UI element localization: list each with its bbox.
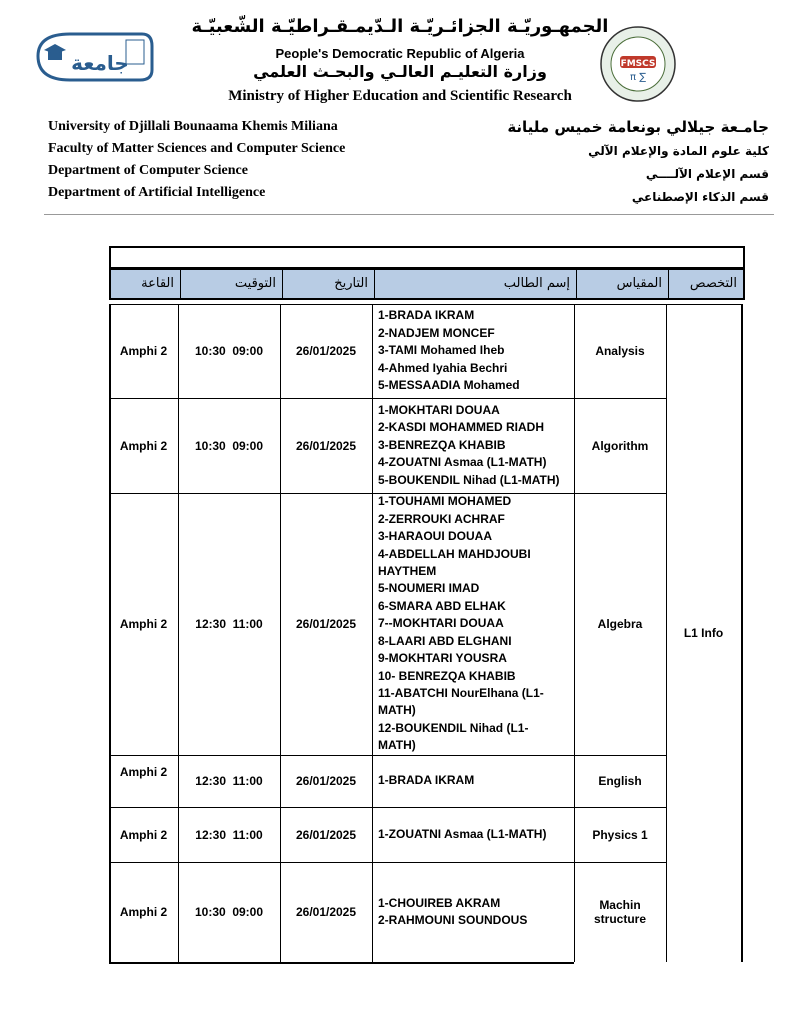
room-cell: Amphi 2 bbox=[119, 438, 168, 453]
specialty-cell: L1 Info bbox=[683, 626, 724, 640]
body-bottom-border bbox=[109, 962, 574, 964]
department-cs: Department of Computer Science bbox=[48, 163, 248, 178]
date-cell: 26/01/2025 bbox=[295, 617, 357, 631]
faculty-name-ar: كلية علوم المادة والإعلام الآلي bbox=[588, 144, 769, 158]
students-cell bbox=[372, 755, 574, 807]
time-cell: 12:30 11:00 bbox=[195, 827, 263, 842]
right-institution-lines bbox=[507, 114, 769, 209]
room-cell: Amphi 2 bbox=[119, 905, 168, 919]
module-cell: English bbox=[598, 774, 642, 788]
header-room: القاعة bbox=[141, 276, 174, 291]
time-cell: 12:30 11:00 bbox=[195, 617, 263, 631]
header-students: إسم الطالب bbox=[374, 270, 576, 298]
module-cell: Physics 1 bbox=[592, 827, 648, 842]
room-cell: Amphi 2 bbox=[119, 344, 168, 358]
column-border bbox=[178, 304, 179, 962]
faculty-name: Faculty of Matter Sciences and Computer Science bbox=[48, 141, 346, 156]
header-time: التوقيت bbox=[180, 270, 282, 298]
faculty-logo bbox=[598, 24, 678, 104]
time-cell: 10:30 09:00 bbox=[194, 438, 264, 453]
students-cell bbox=[372, 398, 574, 493]
date-cell: 26/01/2025 bbox=[295, 438, 357, 453]
arabic-ministry-title: وزارة التعليـم العالـي والبحـث العلمي bbox=[253, 62, 547, 81]
module-cell: Algorithm bbox=[591, 438, 649, 453]
header-date: التاريخ bbox=[282, 270, 374, 298]
column-border bbox=[741, 304, 743, 962]
column-border bbox=[574, 304, 575, 962]
date-cell: 26/01/2025 bbox=[295, 905, 357, 919]
left-institution-lines bbox=[48, 116, 345, 204]
body-top-border bbox=[109, 304, 743, 305]
students-list: 1-ZOUATNI Asmaa (L1-MATH) bbox=[378, 826, 547, 841]
university-logo bbox=[30, 26, 160, 86]
module-cell: Algebra bbox=[597, 617, 643, 631]
english-ministry-title: Ministry of Higher Education and Scientific Research bbox=[228, 88, 572, 104]
university-name: University of Djillali Bounaama Khemis Miliana bbox=[48, 119, 338, 134]
header-divider bbox=[44, 214, 774, 215]
column-border bbox=[372, 304, 373, 962]
table-top-bar bbox=[109, 246, 745, 268]
logo-left-text: جامعة bbox=[71, 51, 129, 75]
students-list: 1-TOUHAMI MOHAMED 2-ZERROUKI ACHRAF 3-HARAOUI DOUAA 4-ABDELLAH MAHDJOUBI HAYTHEM 5-NOUMERI IMAD 6-SMARA ABD ELHAK 7--MOKHTARI DOUAA 8-LAARI ABD ELGHANI 9-MOKHTARI YOUSRA 10- BENREZQA KHABIB 11-ABATCHI NourElhana (L1- MATH) 12-BOUKENDIL Nihad (L1- MATH) bbox=[378, 494, 544, 753]
header-specialty: التخصص bbox=[668, 270, 743, 298]
room-cell: Amphi 2 bbox=[119, 617, 168, 631]
column-border bbox=[109, 304, 111, 962]
department-ai: Department of Artificial Intelligence bbox=[48, 185, 266, 200]
svg-text:π ∑: π ∑ bbox=[630, 72, 646, 83]
students-list: 1-MOKHTARI DOUAA 2-KASDI MOHAMMED RIADH 3-BENREZQA KHABIB 4-ZOUATNI Asmaa (L1-MATH) 5-BOUKENDIL Nihad (L1-MATH) bbox=[378, 402, 560, 487]
table-header-row bbox=[109, 268, 745, 300]
students-list: 1-BRADA IKRAM 2-NADJEM MONCEF 3-TAMI Mohamed Iheb 4-Ahmed Iyahia Bechri 5-MESSAADIA Mohamed bbox=[378, 308, 520, 393]
english-republic-title: People's Democratic Republic of Algeria bbox=[275, 46, 525, 61]
students-cell bbox=[372, 862, 574, 962]
date-cell: 26/01/2025 bbox=[295, 774, 357, 788]
module-cell: Machin structure bbox=[593, 898, 646, 926]
date-cell: 26/01/2025 bbox=[295, 344, 357, 358]
column-border bbox=[280, 304, 281, 962]
students-cell bbox=[372, 304, 574, 398]
arabic-republic-title: الجمهـوريّـة الجزائـريّـة الـدّيمـقـراطيّـة الشّعبيّـة bbox=[191, 16, 609, 37]
date-cell: 26/01/2025 bbox=[295, 827, 357, 842]
students-list: 1-BRADA IKRAM bbox=[378, 773, 475, 788]
university-name-ar: جامـعة جيلالي بونعامة خميس مليانة bbox=[507, 118, 769, 136]
time-cell: 12:30 11:00 bbox=[195, 774, 263, 788]
room-cell: Amphi 2 bbox=[119, 827, 168, 842]
students-list: 1-CHOUIREB AKRAM 2-RAHMOUNI SOUNDOUS bbox=[378, 895, 528, 927]
department-ai-ar: قسم الذكاء الإصطناعي bbox=[631, 190, 769, 204]
students-cell bbox=[372, 493, 574, 755]
time-cell: 10:30 09:00 bbox=[194, 905, 264, 919]
column-border bbox=[666, 304, 667, 962]
students-cell bbox=[372, 807, 574, 862]
time-cell: 10:30 09:00 bbox=[194, 344, 264, 358]
logo-right-text: FMSCS bbox=[620, 59, 656, 69]
header-module: المقياس bbox=[576, 270, 668, 298]
room-cell: Amphi 2 bbox=[119, 765, 168, 779]
department-cs-ar: قسم الإعلام الآلــــي bbox=[645, 167, 769, 181]
module-cell: Analysis bbox=[595, 344, 645, 358]
